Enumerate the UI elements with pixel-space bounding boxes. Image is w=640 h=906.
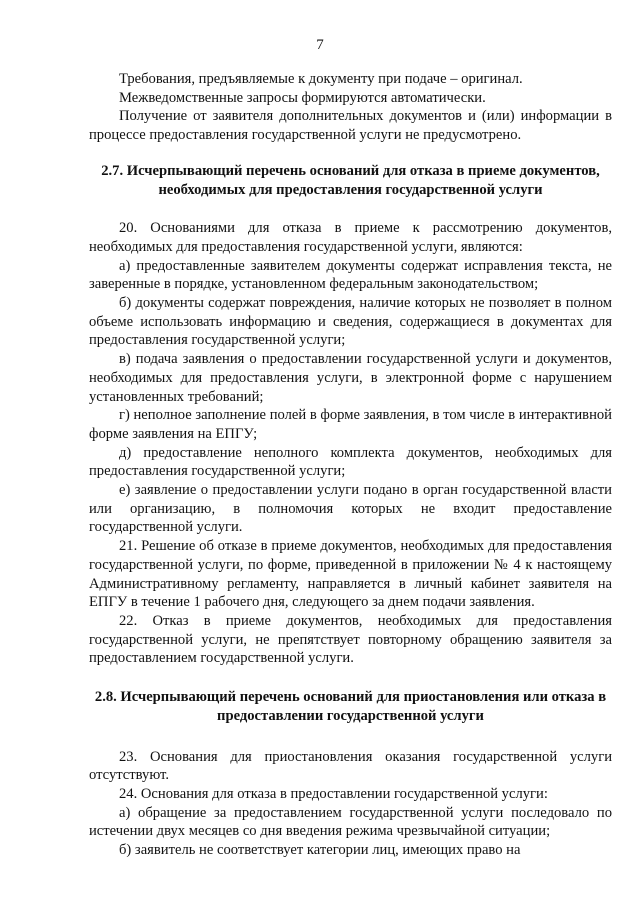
list-item-b: б) заявитель не соответствует категории лиц, имеющих право на (119, 842, 521, 859)
section-heading-2-7: 2.7. Исчерпывающий перечень оснований для отказа в приеме документов, необходимых для предоставления государственной услуги (101, 162, 600, 198)
section-heading-2-8: 2.8. Исчерпывающий перечень оснований для приостановления или отказа в предоставлении государственной услуги (94, 689, 607, 724)
paragraph-23: 23. Основания для приостановления оказания государственной услуги отсутствуют. (89, 748, 612, 784)
list-item-g: г) неполное заполнение полей в форме заявления, в том числе в интерактивной форме заявления на ЕПГУ; (89, 407, 612, 442)
paragraph-22: 22. Отказ в приеме документов, необходимых для предоставления государственной услуги, не препятствует повторному обращению заявителя за предоставлением государственной услуги. (89, 612, 612, 667)
intro-paragraph: Получение от заявителя дополнительных документов и (или) информации в процессе предоставления государственной услуги не предусмотрено. (89, 108, 612, 144)
paragraph-24: 24. Основания для отказа в предоставлении государственной услуги: (119, 785, 548, 802)
list-item-v: в) подача заявления о предоставлении государственной услуги и документов, необходимых для предоставления услуги, в электронной форме с нарушением установленных требований; (89, 351, 612, 405)
paragraph-21: 21. Решение об отказе в приеме документов, необходимых для предоставления государственной услуги, по форме, приведенной в приложении № 4 к настоящему Административному регламенту, направляется в личный кабинет заявителя на ЕПГУ в течение 1 рабочего дня, следующего за днем подачи заявления. (89, 538, 612, 611)
list-item-b: б) документы содержат повреждения, наличие которых не позволяет в полном объеме использовать информацию и сведения, содержащиеся в документах для предоставления государственной услуги; (89, 295, 612, 349)
intro-paragraph: Требования, предъявляемые к документу при подаче – оригинал. (119, 71, 523, 87)
list-item-e: е) заявление о предоставлении услуги подано в орган государственной власти или организацию, в полномочия которых не входит предоставление государственной услуги. (89, 482, 612, 536)
intro-paragraph: Межведомственные запросы формируются автоматически. (119, 89, 486, 106)
list-item-d: д) предоставление неполного комплекта документов, необходимых для предоставления государственной услуги; (89, 444, 612, 480)
list-item-a: а) предоставленные заявителем документы содержат исправления текста, не заверенные в порядке, установленном федеральным законодательством; (89, 257, 612, 293)
paragraph-20: 20. Основаниями для отказа в приеме к рассмотрению документов, необходимых для предоставления государственной услуги, являются: (89, 220, 612, 255)
list-item-a: а) обращение за предоставлением государственной услуги последовало по истечении двух месяцев со дня введения режима чрезвычайной ситуации; (89, 804, 612, 840)
page-number: 7 (316, 37, 324, 53)
page-body (89, 70, 612, 860)
